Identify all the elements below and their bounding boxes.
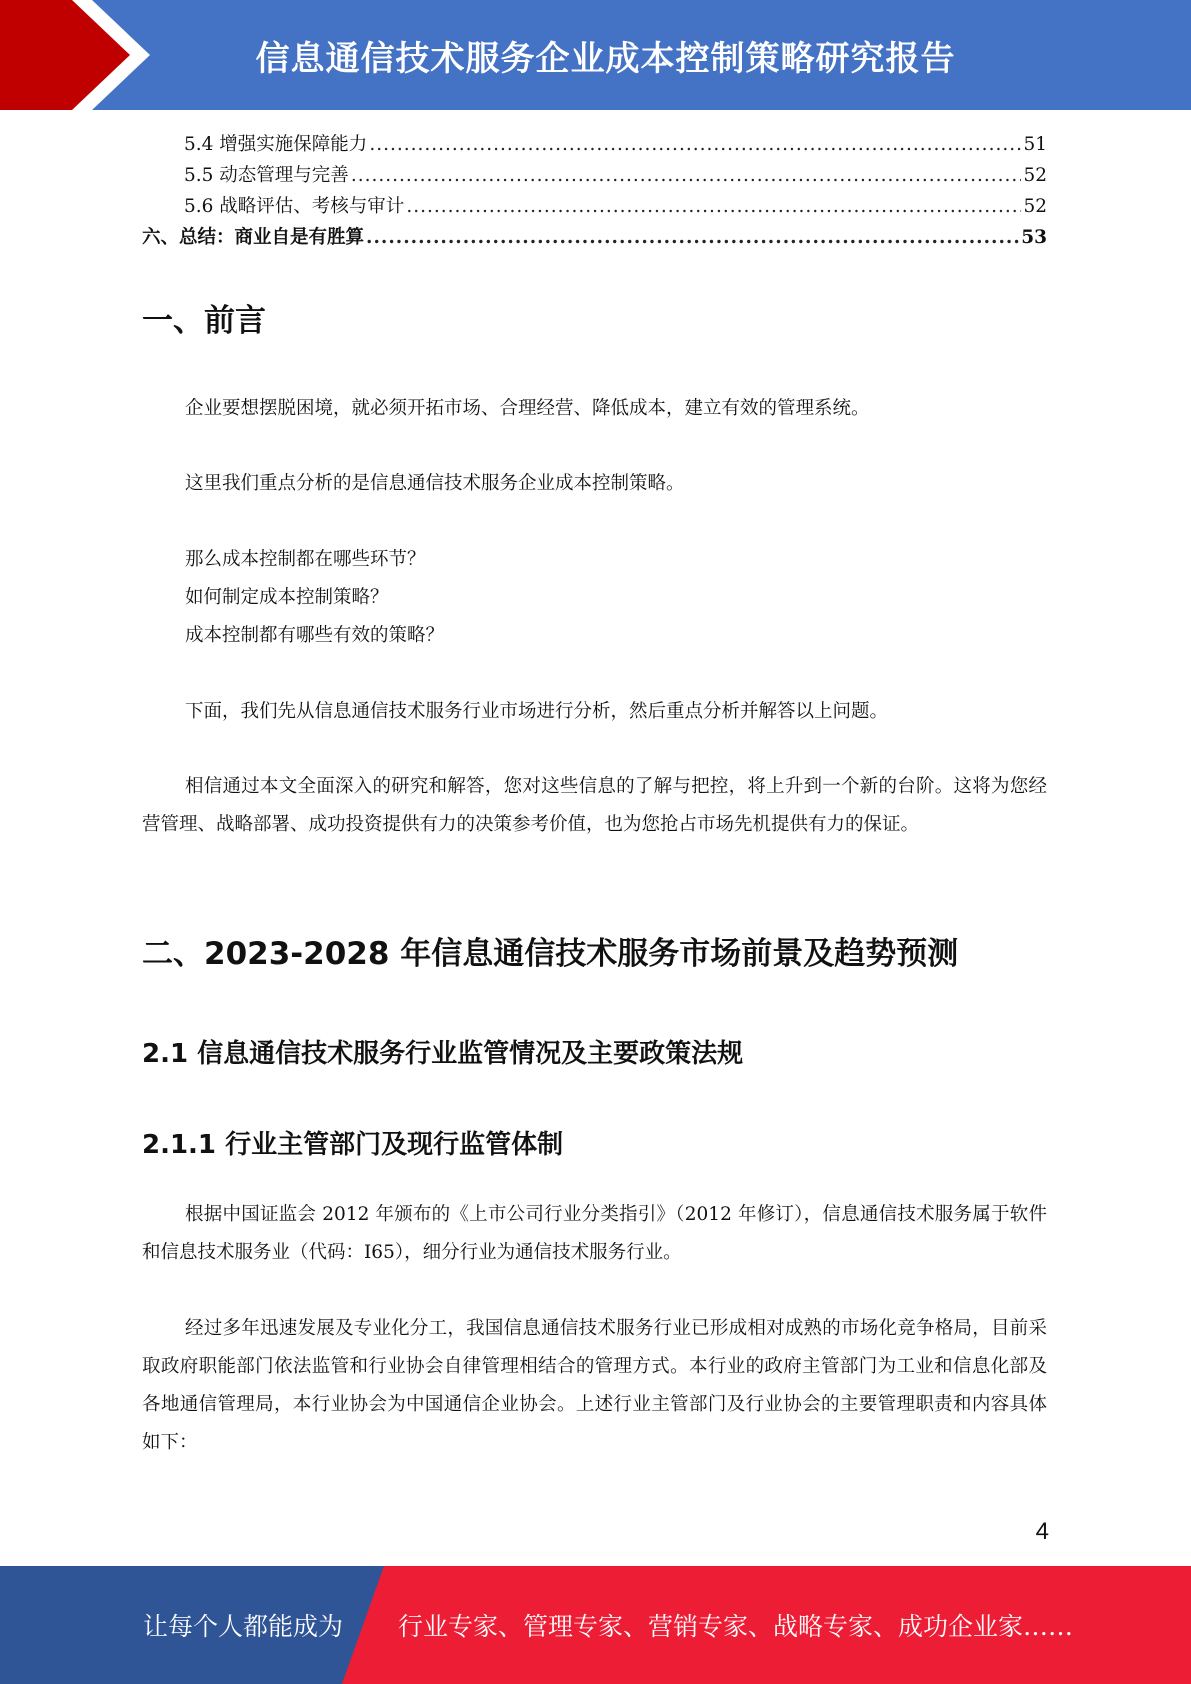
toc-leader-dots [406, 196, 1021, 217]
preface-paragraph: 下面，我们先从信息通信技术服务行业市场进行分析，然后重点分析并解答以上问题。 [185, 701, 889, 722]
toc-entry[interactable] [142, 192, 1047, 223]
footer-slogan-right: 行业专家、管理专家、营销专家、战略专家、成功企业家…… [398, 1612, 1074, 1641]
toc-entry-page: 51 [1023, 134, 1047, 155]
preface-paragraph: 企业要想摆脱困境，就必须开拓市场、合理经营、降低成本，建立有效的管理系统。 [185, 398, 870, 419]
section-2-1-heading: 2.1 信息通信技术服务行业监管情况及主要政策法规 [142, 1039, 744, 1069]
preface-paragraph: 这里我们重点分析的是信息通信技术服务企业成本控制策略。 [185, 473, 685, 494]
toc-entry[interactable] [142, 223, 1047, 254]
preface-question: 那么成本控制都在哪些环节？ [185, 549, 426, 570]
toc-leader-dots [366, 227, 1019, 248]
toc-entry-label: 六、总结：商业自是有胜算 [142, 223, 364, 249]
page-header [0, 0, 1191, 110]
chapter-2-heading: 二、2023-2028 年信息通信技术服务市场前景及趋势预测 [142, 936, 959, 972]
section-2-1-1-paragraph: 经过多年迅速发展及专业化分工，我国信息通信技术服务行业已形成相对成熟的市场化竞争格局，目前采取政府职能部门依法监管和行业协会自律管理相结合的管理方式。本行业的政府主管部门为工业和信息化部及各地通信管理局，本行业协会为中国通信企业协会。上述行业主管部门及行业协会的主要管理职责和内容具体如下： [142, 1318, 1047, 1453]
toc-entry-label: 5.5 动态管理与完善 [184, 161, 349, 187]
toc-entry-page: 52 [1023, 196, 1047, 217]
preface-heading: 一、前言 [142, 303, 266, 339]
toc-entry-page: 53 [1021, 227, 1047, 248]
preface-question: 如何制定成本控制策略？ [185, 587, 389, 608]
toc-leader-dots [369, 134, 1021, 155]
toc-entry-label: 5.4 增强实施保障能力 [184, 130, 367, 156]
toc-entry[interactable] [142, 161, 1047, 192]
preface-paragraph: 相信通过本文全面深入的研究和解答，您对这些信息的了解与把控，将上升到一个新的台阶。这将为您经营管理、战略部署、成功投资提供有力的决策参考价值，也为您抢占市场先机提供有力的保证。 [142, 776, 1047, 835]
toc-entry[interactable] [142, 130, 1047, 161]
preface-question: 成本控制都有哪些有效的策略？ [185, 625, 445, 646]
toc-entry-label: 5.6 战略评估、考核与审计 [184, 192, 404, 218]
report-title: 信息通信技术服务企业成本控制策略研究报告 [255, 38, 956, 79]
toc-entry-page: 52 [1023, 165, 1047, 186]
page-footer [0, 1566, 1191, 1684]
section-2-1-1-heading: 2.1.1 行业主管部门及现行监管体制 [142, 1130, 564, 1160]
page-number: 4 [1035, 1518, 1049, 1545]
table-of-contents [142, 130, 1047, 254]
footer-slogan-left: 让每个人都能成为 [143, 1612, 344, 1641]
toc-leader-dots [351, 165, 1022, 186]
section-2-1-1-paragraph: 根据中国证监会 2012 年颁布的《上市公司行业分类指引》（2012 年修订），信息通信技术服务属于软件和信息技术服务业（代码：I65），细分行业为通信技术服务行业。 [142, 1204, 1047, 1263]
